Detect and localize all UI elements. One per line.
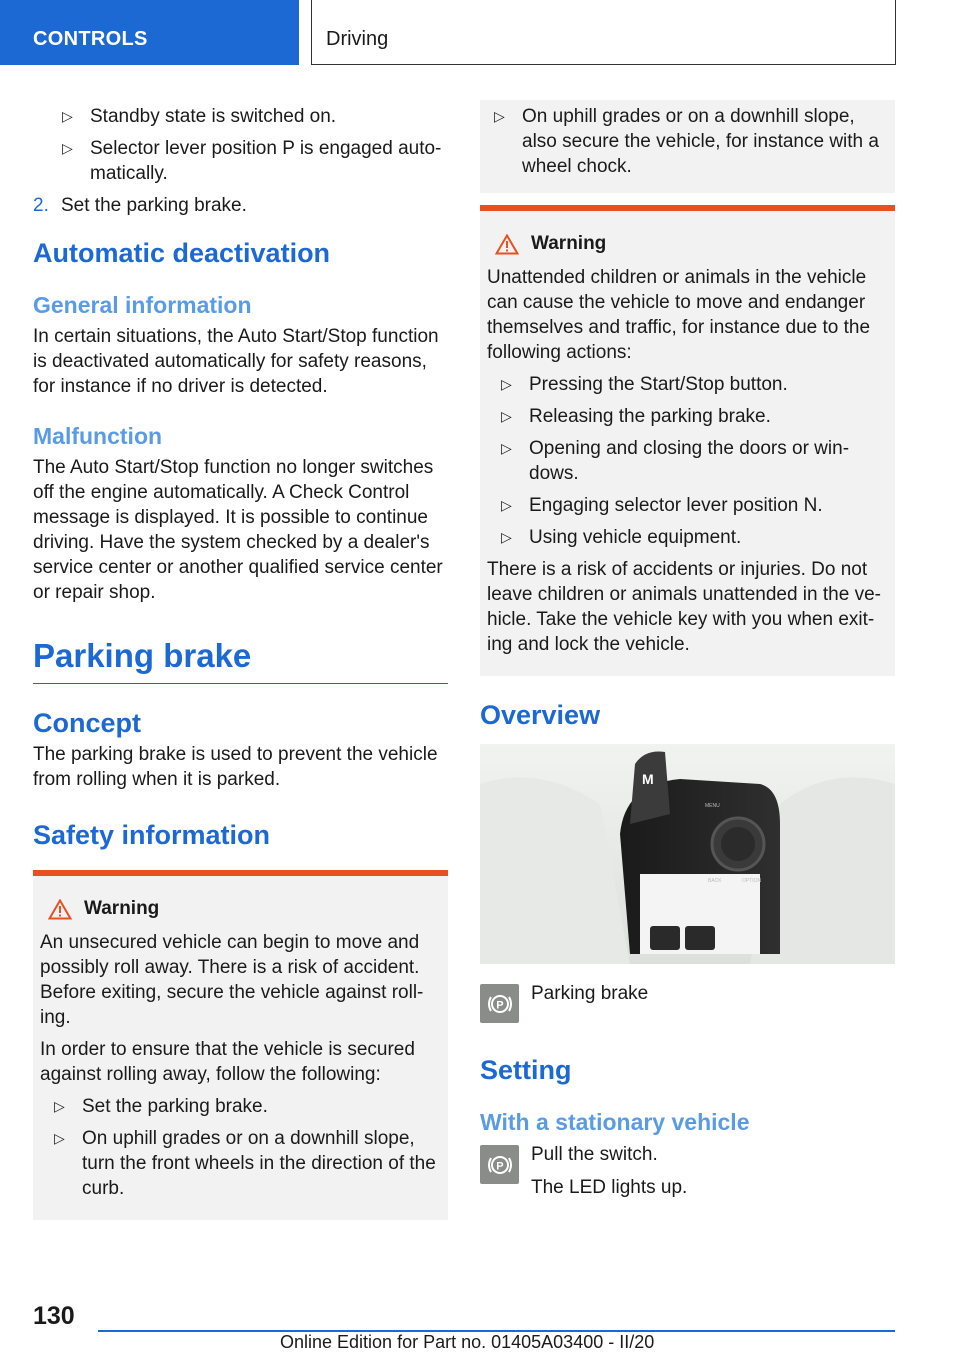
parking-brake-icon xyxy=(480,1145,519,1184)
section-title: CONTROLS xyxy=(33,28,148,50)
list-item: ▷ Releasing the parking brake. xyxy=(501,406,771,427)
list-item: ▷ Set the parking brake. xyxy=(54,1096,268,1117)
bullet-triangle-icon: ▷ xyxy=(62,108,73,124)
note-box-wheel-chock xyxy=(480,100,895,193)
list-item: ▷ Standby state is switched on. xyxy=(62,106,337,127)
list-item: ▷ On uphill grades or on a downhill slope, also secure the vehicle, for instance with a wheel chock. xyxy=(494,106,879,177)
right-column xyxy=(480,100,895,1200)
list-item: ▷ Using vehicle equipment. xyxy=(501,527,742,548)
setting-step xyxy=(480,1145,895,1200)
list-item: ▷ Selector lever position P is engaged auto- matically. xyxy=(62,138,442,184)
chapter-title: Driving xyxy=(326,28,389,50)
chapter-tab xyxy=(311,0,896,65)
warning-text: Unattended children or animals in the vehicle can cause the vehicle to move and endanger themselves and traffic, for instance due to the following actions: xyxy=(487,267,871,363)
bullet-triangle-icon: ▷ xyxy=(501,497,512,513)
heading-automatic-deactivation: Automatic deactivation xyxy=(33,238,331,268)
svg-text:P: P xyxy=(495,1160,504,1172)
warning-box-children xyxy=(480,205,895,676)
list-item: ▷ On uphill grades or on a downhill slope, turn the front wheels in the direction of the curb. xyxy=(54,1128,436,1199)
svg-text:M: M xyxy=(642,771,654,787)
parking-brake-legend xyxy=(480,984,895,1023)
parking-brake-icon xyxy=(480,984,519,1023)
heading-parking-brake: Parking brake xyxy=(33,635,448,684)
heading-setting: Setting xyxy=(480,1055,572,1085)
center-console-illustration xyxy=(480,744,895,964)
svg-text:OPTION: OPTION xyxy=(742,878,762,884)
bullet-triangle-icon: ▷ xyxy=(501,408,512,424)
bullet-triangle-icon: ▷ xyxy=(54,1098,65,1114)
list-item: ▷ Opening and closing the doors or win-dows. xyxy=(501,438,850,484)
page-number: 130 xyxy=(33,1302,75,1330)
list-item: ▷ Pressing the Start/Stop button. xyxy=(501,374,788,395)
bullet-triangle-icon: ▷ xyxy=(501,440,512,456)
heading-overview: Overview xyxy=(480,700,601,730)
warning-text: An unsecured vehicle can begin to move and possibly roll away. There is a risk of accident. Before exiting, secure the vehicle against roll-ing. xyxy=(40,932,424,1028)
warning-text: There is a risk of accidents or injuries. Do not leave children or animals unattended in the ve-hicle. Take the vehicle key with you when exit-ing and lock the vehicle. xyxy=(487,559,881,655)
heading-general-information: General information xyxy=(33,292,252,318)
heading-concept: Concept xyxy=(33,708,141,738)
heading-malfunction: Malfunction xyxy=(33,423,163,449)
warning-box-rolling xyxy=(33,870,448,1220)
warning-text: In order to ensure that the vehicle is secured against rolling away, follow the following: xyxy=(40,1039,415,1085)
warning-title: Warning xyxy=(40,898,441,920)
warning-triangle-icon xyxy=(48,899,72,920)
note-list xyxy=(480,104,887,179)
bullet-triangle-icon: ▷ xyxy=(501,376,512,392)
bullet-triangle-icon: ▷ xyxy=(54,1130,65,1146)
paragraph-concept: The parking brake is used to prevent the vehicle from rolling when it is parked. xyxy=(33,744,438,790)
warning-triangle-icon xyxy=(495,234,519,255)
paragraph-pull-switch: Pull the switch. xyxy=(531,1144,658,1165)
list-item: ▷ Engaging selector lever position N. xyxy=(501,495,823,516)
step-2: 2. Set the parking brake. xyxy=(33,195,247,216)
bullet-triangle-icon: ▷ xyxy=(62,140,73,156)
warning-list xyxy=(40,1094,441,1201)
heading-safety-information: Safety information xyxy=(33,820,271,850)
svg-text:BACK: BACK xyxy=(708,878,722,884)
svg-text:P: P xyxy=(495,999,504,1011)
standby-list xyxy=(33,104,448,186)
svg-text:MENU: MENU xyxy=(705,803,720,809)
paragraph-led: The LED lights up. xyxy=(531,1177,688,1198)
warning-title: Warning xyxy=(487,233,888,255)
bullet-triangle-icon: ▷ xyxy=(501,529,512,545)
edition-note: Online Edition for Part no. 01405A03400 - II/20 xyxy=(280,1332,655,1352)
bullet-triangle-icon: ▷ xyxy=(494,108,505,124)
left-column xyxy=(33,100,448,1220)
center-console-photo xyxy=(480,744,895,964)
paragraph-general: In certain situations, the Auto Start/Stop function is deactivated automatically for safety reasons, for instance if no driver is detected. xyxy=(33,326,439,397)
paragraph-malfunction: The Auto Start/Stop function no longer switches off the engine automatically. A Check Control message is displayed. It is possible to continue driving. Have the system checked by a dealer's service center or another qualified service center or repair shop. xyxy=(33,457,443,603)
heading-with-stationary-vehicle: With a stationary vehicle xyxy=(480,1109,750,1135)
warning-list xyxy=(487,372,888,550)
section-tab xyxy=(0,0,299,65)
caption-parking-brake: Parking brake xyxy=(531,983,649,1004)
